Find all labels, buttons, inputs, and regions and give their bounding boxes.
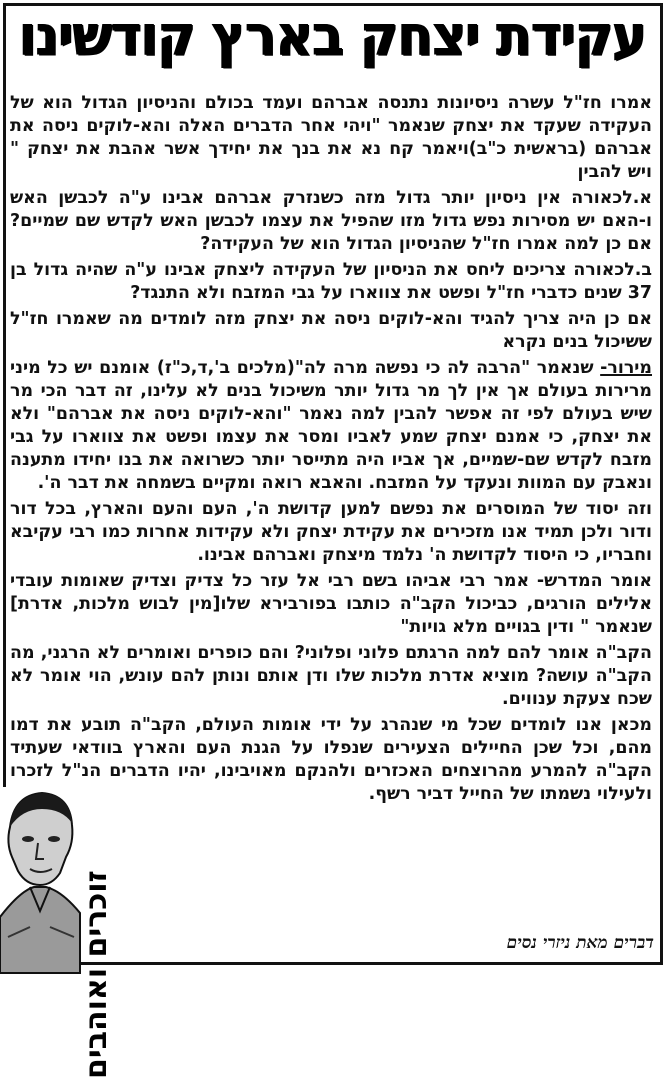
paragraph-midrash: אומר המדרש- אמר רבי אביהו בשם רבי אל עזר כל צדיק וצדיק שאומות עובדי אלילים הורגים, כביכול הקב"ה כותבו בפורבירא שלו[מין לבוש מלכות, אדרת] שנאמר " ודין בגויים מלא גויות" [10,571,652,637]
paragraph-conclusion: אם כן היה צריך להגיד והא-לוקים ניסה את יצחק מזה לומדים מה שאמרו חז"ל ששיכול בנים נקרא [10,309,652,352]
page-title: עקידת יצחק בארץ קודשינו [18,3,647,69]
paragraph-miror [10,357,652,495]
article-body [10,92,652,809]
paragraph-miror-text: שנאמר "הרבה לה כי נפשה מרה לה"(מלכים ב',ד,כ"ז) אומנם יש כל מיני מרירות בעולם אך אין לך מר גדול יותר משיכול בנים לא עלינו, זה דבר הכי מר שיש בעולם לפי זה אפשר להבין למה נאמר "והא-לוקים ניסה את אברהם" ולא את יצחק, כי אמנם יצחק שמע לאביו ומסר את עצמו ופשט את צווארו על גבי מזבח לקדש שם-שמיים, אך אביו היה מתייסר יותר כשרואה את בנו יחידו מתענה ונאבק עם המוות ונעקד על המזבח. והאבא רואה ומקיים בשמחה את דבר ה'. [10,358,652,493]
soldier-portrait [0,787,80,973]
paragraph-intro: אמרו חז"ל עשרה ניסיונות נתנסה אברהם ועמד בכולם והניסיון הגדול הוא של העקידה שעקד את יצחק שנאמר "ויהי אחר הדברים האלה והא-לוקים ניסה את אברהם (בראשית כ"ב)ויאמר קח נא את בנך את יחידך אשר אהבת את יצחק " ויש להבין [10,93,652,182]
paragraph-judgment: הקב"ה אומר להם למה הרגתם פלוני ופלוני? והם כופרים ואומרים לא הרגני, מה הקב"ה עושה? מוציא אדרת מלכות שלו ודן אותם ונותן להם עונש, הוי אומר לא שכח צעקת ענווים. [10,643,652,709]
paragraph-memorial: מכאן אנו לומדים שכל מי שנהרג על ידי אומות העולם, הקב"ה תובע את דמו מהם, וכל שכן החיילים הצעירים שנפלו על הגנת העם והארץ בוודאי שעתיד הקב"ה להמרע מהרוצחים האכזרים ולהנקם מאויבינו, יהיו הדברים הנ"ל לזכרו ולעילוי נשמתו של החייל דביר רשף. [10,715,652,804]
paragraph-question-b: ב.לכאורה צריכים ליחס את הניסיון של העקידה ליצחק אבינו ע"ה שהיה גדול בן 37 שנים כדברי חז"ל ופשט את צווארו על גבי המזבח ולא התנגד? [10,260,652,303]
author-signature: דברים מאת ניזרי נסים [506,933,654,953]
paragraph-foundation: וזה יסוד של המוסרים את נפשם למען קדושת ה', העם והעם והארץ, בכל דור ודור ולכן תמיד אנו מזכירים את עקידת יצחק ולא עקידות אחרות כמו רבי עקיבא וחבריו, כי היסוד לקדושת ה' נלמד מיצחק ואברהם אבינו. [10,499,652,565]
memorial-caption: זוכרים ואוהבים [79,870,114,1079]
paragraph-question-a: א.לכאורה אין ניסיון יותר גדול מזה כשנזרק אברהם אבינו ע"ה לכבשן האש ו-האם יש מסירות נפש גדול מזו שהפיל את עצמו לכבשן האש לקדש שם שמיים? אם כן למה אמרו חז"ל שהניסיון הגדול הוא של העקידה? [10,188,652,254]
underlined-term: מירור- [600,358,652,378]
